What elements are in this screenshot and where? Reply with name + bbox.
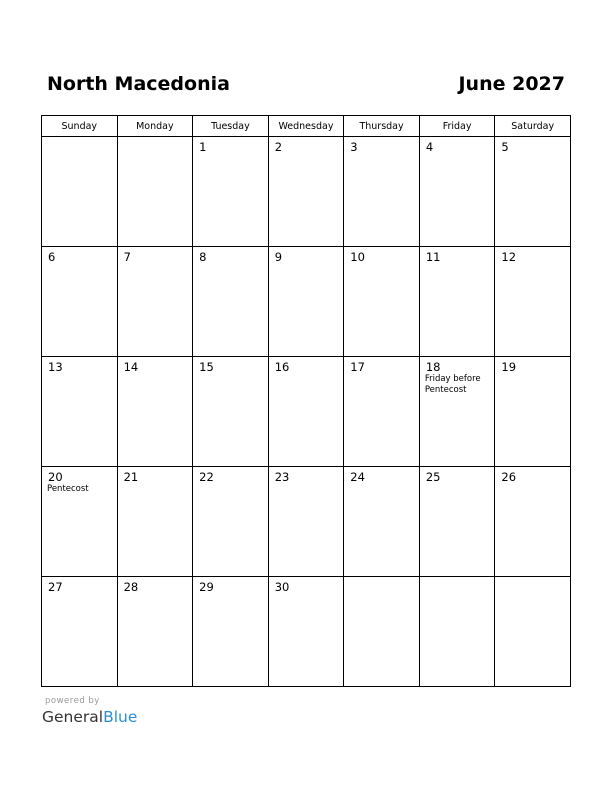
day-cell	[117, 247, 193, 357]
day-cell	[42, 467, 118, 577]
week-row	[42, 247, 571, 357]
holiday-label: Friday before Pentecost	[424, 374, 481, 395]
day-number: 2	[274, 140, 283, 154]
day-number: 27	[48, 580, 63, 594]
day-cell	[117, 467, 193, 577]
weekday-monday: Monday	[117, 116, 193, 137]
weekday-saturday: Saturday	[495, 116, 571, 137]
week-row	[42, 577, 571, 687]
day-number: 28	[123, 580, 139, 594]
day-cell	[117, 577, 193, 687]
week-row	[42, 137, 571, 247]
day-number: 8	[199, 250, 207, 264]
day-cell	[344, 357, 420, 467]
weekday-tuesday: Tuesday	[193, 116, 269, 137]
weekday-friday: Friday	[419, 116, 495, 137]
day-number: 14	[123, 360, 139, 374]
empty-day-cell	[117, 137, 193, 247]
day-number: 15	[199, 360, 214, 374]
day-number: 25	[425, 470, 441, 484]
day-number: 7	[123, 250, 131, 264]
day-number: 22	[199, 470, 214, 484]
day-cell	[268, 137, 344, 247]
day-cell	[419, 357, 495, 467]
day-cell	[42, 247, 118, 357]
week-row	[42, 467, 571, 577]
day-cell	[419, 247, 495, 357]
weekday-wednesday: Wednesday	[268, 116, 344, 137]
day-number: 21	[123, 470, 139, 484]
day-cell	[268, 357, 344, 467]
day-cell	[42, 357, 118, 467]
weekday-sunday: Sunday	[42, 116, 118, 137]
day-cell	[344, 247, 420, 357]
footer-branding	[42, 696, 137, 727]
brand-general: General	[42, 708, 104, 726]
day-cell	[495, 467, 571, 577]
brand-blue: Blue	[103, 708, 138, 726]
month-year-title: June 2027	[458, 73, 565, 95]
day-cell	[193, 577, 269, 687]
day-number: 12	[501, 250, 517, 264]
day-number: 6	[48, 250, 56, 264]
day-cell	[268, 577, 344, 687]
day-number: 23	[274, 470, 290, 484]
empty-day-cell	[344, 577, 420, 687]
calendar-grid	[41, 115, 571, 687]
week-row	[42, 357, 571, 467]
weekday-thursday: Thursday	[344, 116, 420, 137]
day-number: 29	[199, 580, 214, 594]
day-number: 11	[425, 250, 441, 264]
day-cell	[495, 247, 571, 357]
day-number: 24	[350, 470, 365, 484]
day-cell	[193, 357, 269, 467]
day-number: 20	[48, 470, 63, 484]
day-number: 5	[501, 140, 509, 154]
generalblue-logo	[42, 707, 137, 727]
day-cell	[268, 247, 344, 357]
day-number: 16	[274, 360, 290, 374]
day-cell	[344, 137, 420, 247]
day-cell	[419, 137, 495, 247]
day-cell	[495, 357, 571, 467]
day-number: 18	[425, 360, 441, 374]
holiday-label: Pentecost	[47, 484, 89, 494]
country-title: North Macedonia	[47, 73, 230, 95]
day-cell	[495, 137, 571, 247]
empty-day-cell	[42, 137, 118, 247]
day-cell	[193, 137, 269, 247]
day-cell	[193, 247, 269, 357]
empty-day-cell	[495, 577, 571, 687]
day-number: 3	[350, 140, 358, 154]
weekday-header-row	[42, 116, 571, 137]
day-cell	[268, 467, 344, 577]
day-number: 9	[274, 250, 283, 264]
day-number: 10	[350, 250, 365, 264]
day-cell	[42, 577, 118, 687]
day-number: 13	[48, 360, 63, 374]
empty-day-cell	[419, 577, 495, 687]
day-number: 1	[199, 140, 207, 154]
powered-by-text: powered by	[45, 696, 100, 706]
day-cell	[117, 357, 193, 467]
day-number: 17	[350, 360, 365, 374]
day-number: 30	[274, 580, 290, 594]
day-cell	[344, 467, 420, 577]
day-cell	[419, 467, 495, 577]
calendar-body	[42, 137, 571, 687]
day-number: 26	[501, 470, 517, 484]
day-cell	[193, 467, 269, 577]
day-number: 19	[501, 360, 517, 374]
day-number: 4	[425, 140, 434, 154]
